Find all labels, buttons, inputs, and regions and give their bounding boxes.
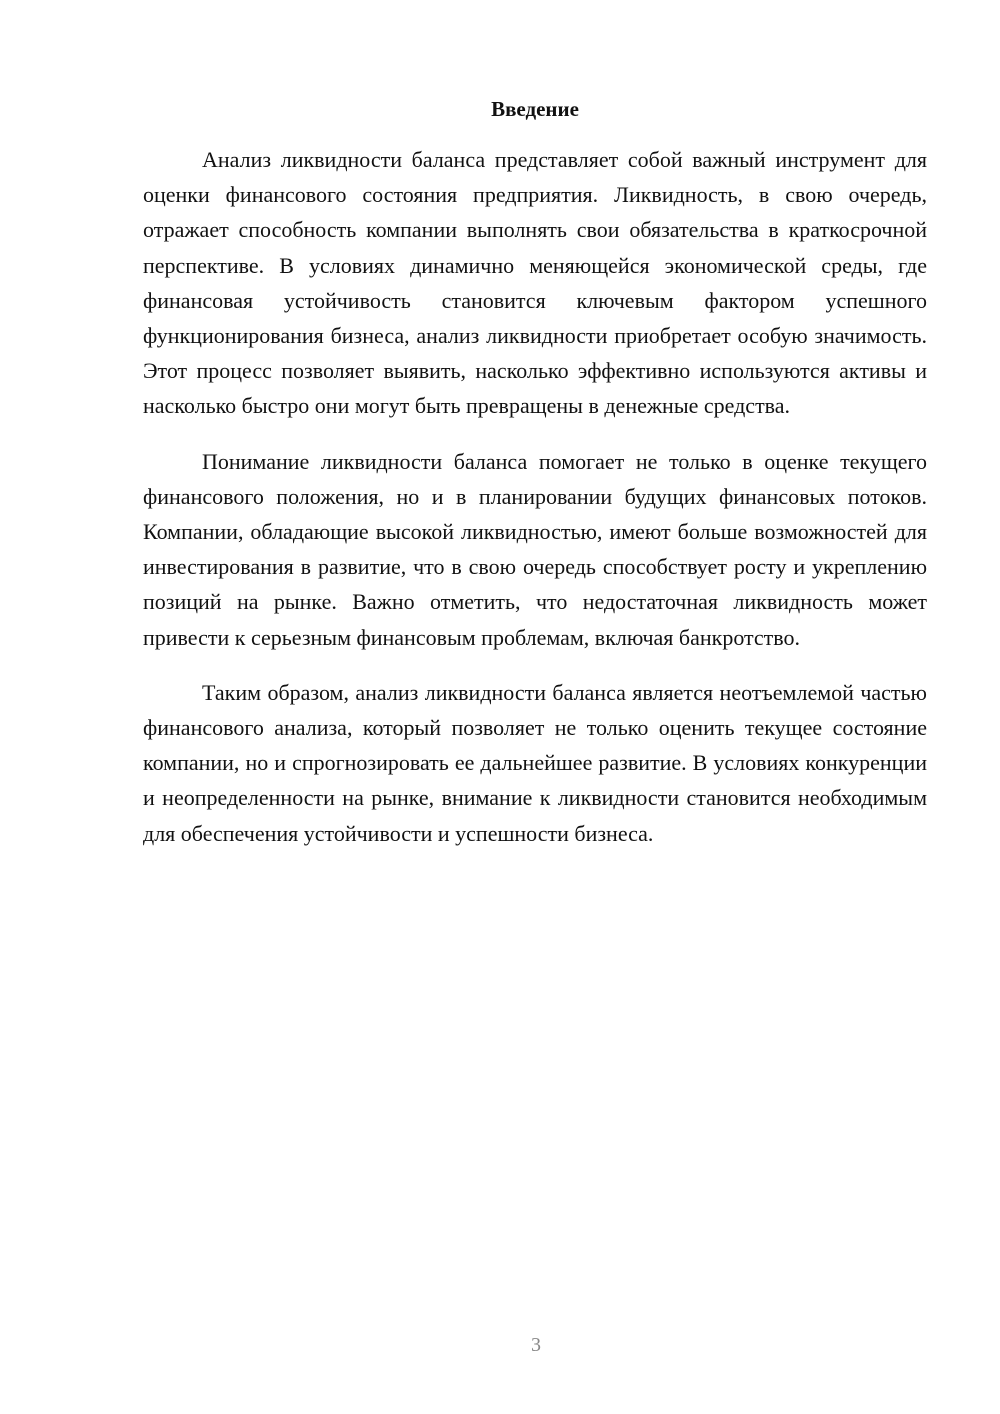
paragraph-3: Таким образом, анализ ликвидности баланса является неотъемлемой частью финансового анализа, который позволяет не только оценить текущее состояние компании, но и спрогнозировать ее дальнейшее развитие. В условиях конкуренции и неопределенности на рынке, внимание к ликвидности становится необходимым для обеспечения устойчивости и успешности бизнеса. [143, 679, 927, 846]
paragraph-2: Понимание ликвидности баланса помогает не только в оценке текущего финансового положения, но и в планировании будущих финансовых потоков. Компании, обладающие высокой ликвидностью, имеют больше возможностей для инвестирования в развитие, что в свою очередь способствует росту и укреплению позиций на рынке. Важно отметить, что недостаточная ликвидность может привести к серьезным финансовым проблемам, включая банкротство. [143, 448, 927, 650]
page-number: 3 [531, 1334, 541, 1356]
document-body [143, 142, 927, 871]
page-title: Введение [491, 97, 579, 121]
paragraph-1: Анализ ликвидности баланса представляет собой важный инструмент для оценки финансового состояния предприятия. Ликвидность, в свою очередь, отражает способность компании выполнять свои обязательства в краткосрочной перспективе. В условиях динамично меняющейся экономической среды, где финансовая устойчивость становится ключевым фактором успешного функционирования бизнеса, анализ ликвидности приобретает особую значимость. Этот процесс позволяет выявить, насколько эффективно используются активы и насколько быстро они могут быть превращены в денежные средства. [143, 147, 927, 419]
